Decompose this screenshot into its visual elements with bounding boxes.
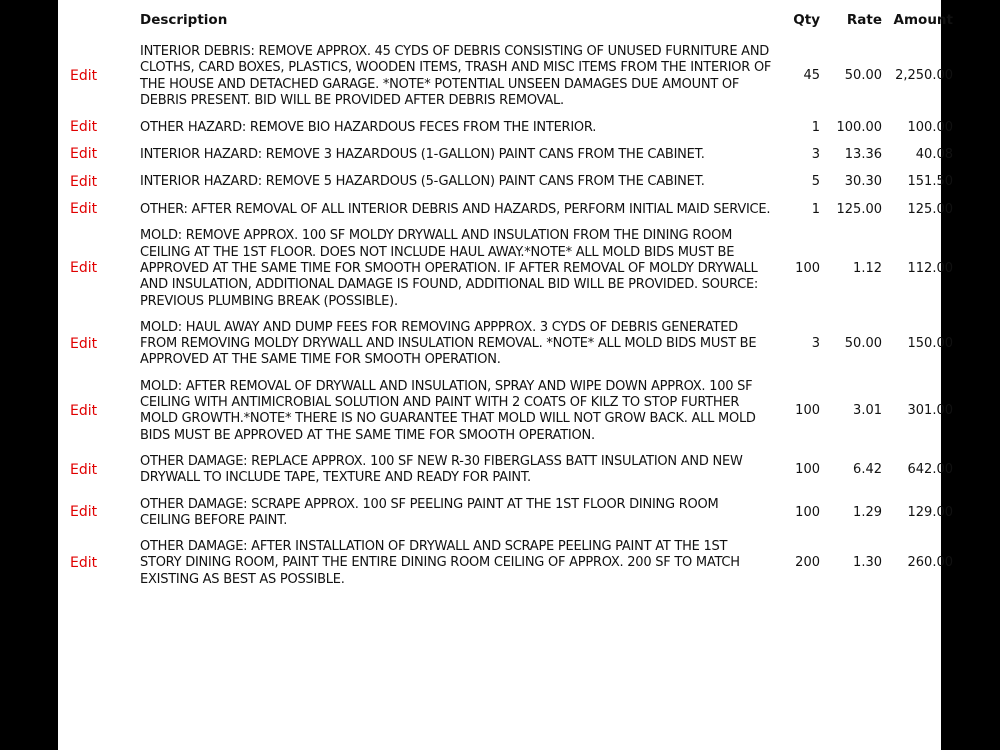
edit-cell (58, 115, 128, 142)
table-row (58, 224, 953, 315)
table-row (58, 316, 953, 375)
edit-link[interactable]: Edit (70, 260, 98, 277)
edit-link[interactable]: Edit (70, 201, 98, 218)
description-cell: OTHER HAZARD: REMOVE BIO HAZARDOUS FECES FROM THE INTERIOR. (140, 119, 597, 135)
edit-link[interactable]: Edit (70, 402, 98, 419)
amount-cell: 40.08 (915, 146, 953, 162)
amount-cell: 301.00 (907, 403, 953, 419)
qty-cell: 3 (811, 146, 820, 162)
edit-cell (58, 493, 128, 536)
amount-cell: 2,250.00 (895, 68, 953, 84)
amount-cell: 112.00 (907, 260, 953, 276)
qty-cell: 3 (811, 336, 820, 352)
amount-cell: 129.00 (907, 504, 953, 520)
rate-cell: 50.00 (844, 68, 882, 84)
qty-cell: 1 (811, 201, 820, 217)
amount-cell: 260.00 (907, 555, 953, 571)
edit-link[interactable]: Edit (70, 504, 98, 521)
table-row (58, 40, 953, 115)
rate-cell: 30.30 (844, 174, 882, 190)
table-row (58, 450, 953, 493)
amount-cell: 150.00 (907, 336, 953, 352)
edit-cell (58, 142, 128, 169)
table-row (58, 142, 953, 169)
qty-cell: 100 (795, 260, 820, 276)
rate-cell: 1.12 (853, 260, 882, 276)
rate-cell: 13.36 (844, 146, 882, 162)
amount-column-header: Amount (893, 12, 953, 28)
table-row (58, 535, 953, 594)
edit-link[interactable]: Edit (70, 119, 98, 136)
table-row (58, 197, 953, 224)
qty-cell: 100 (795, 462, 820, 478)
edit-link[interactable]: Edit (70, 146, 98, 163)
description-cell: MOLD: HAUL AWAY AND DUMP FEES FOR REMOVING APPPROX. 3 CYDS OF DEBRIS GENERATED FROM REMOVING MOLDY DRYWALL AND INSULATION REMOVAL. *NOTE* ALL MOLD BIDS MUST BE APPROVED AT THE SAME TIME FOR SMOOTH OPERATION. (140, 319, 757, 368)
rate-cell: 50.00 (844, 336, 882, 352)
edit-link[interactable]: Edit (70, 67, 98, 84)
bid-items-table (58, 0, 953, 594)
edit-cell (58, 535, 128, 594)
edit-link[interactable]: Edit (70, 173, 98, 190)
table-row (58, 115, 953, 142)
edit-cell (58, 224, 128, 315)
table-row (58, 375, 953, 450)
qty-column-header: Qty (793, 12, 820, 28)
edit-cell (58, 450, 128, 493)
edit-link[interactable]: Edit (70, 461, 98, 478)
description-cell: INTERIOR DEBRIS: REMOVE APPROX. 45 CYDS OF DEBRIS CONSISTING OF UNUSED FURNITURE AND CLOTHS, CARD BOXES, PLASTICS, WOODEN ITEMS, TRASH AND MISC ITEMS FROM THE INTERIOR OF THE HOUSE AND DETACHED GARAGE. *NOTE* POTENTIAL UNSEEN DAMAGES DUE AMOUNT OF DEBRIS PRESENT. BID WILL BE PROVIDED AFTER DEBRIS REMOVAL. (140, 44, 772, 108)
qty-cell: 100 (795, 403, 820, 419)
edit-cell (58, 375, 128, 450)
edit-cell (58, 197, 128, 224)
description-cell: OTHER DAMAGE: AFTER INSTALLATION OF DRYWALL AND SCRAPE PEELING PAINT AT THE 1ST STORY DINING ROOM, PAINT THE ENTIRE DINING ROOM CEILING OF APPROX. 200 SF TO MATCH EXISTING AS BEST AS POSSIBLE. (140, 539, 740, 587)
qty-cell: 1 (811, 119, 820, 135)
qty-cell: 100 (795, 504, 820, 520)
description-cell: OTHER DAMAGE: SCRAPE APPROX. 100 SF PEELING PAINT AT THE 1ST FLOOR DINING ROOM CEILING BEFORE PAINT. (140, 496, 719, 528)
qty-cell: 45 (803, 68, 820, 84)
bid-items-panel (58, 0, 953, 750)
edit-cell (58, 40, 128, 115)
rate-cell: 3.01 (853, 403, 882, 419)
description-cell: OTHER: AFTER REMOVAL OF ALL INTERIOR DEBRIS AND HAZARDS, PERFORM INITIAL MAID SERVICE. (140, 201, 771, 217)
description-column-header: Description (140, 12, 228, 28)
table-header-row (58, 0, 953, 40)
rate-column-header: Rate (846, 12, 882, 28)
description-cell: OTHER DAMAGE: REPLACE APPROX. 100 SF NEW R-30 FIBERGLASS BATT INSULATION AND NEW DRYWALL TO INCLUDE TAPE, TEXTURE AND READY FOR PAINT. (140, 453, 743, 486)
rate-cell: 1.30 (853, 555, 882, 571)
amount-cell: 151.50 (907, 174, 953, 190)
qty-cell: 5 (811, 174, 820, 190)
description-cell: INTERIOR HAZARD: REMOVE 5 HAZARDOUS (5-GALLON) PAINT CANS FROM THE CABINET. (140, 174, 705, 190)
qty-cell: 200 (795, 555, 820, 571)
amount-cell: 642.00 (907, 462, 953, 478)
rate-cell: 6.42 (853, 462, 882, 478)
description-cell: MOLD: AFTER REMOVAL OF DRYWALL AND INSULATION, SPRAY AND WIPE DOWN APPROX. 100 SF CEILING WITH ANTIMICROBIAL SOLUTION AND PAINT WITH 2 COATS OF KILZ TO STOP FURTHER MOLD GROWTH.*NOTE* THERE IS NO GUARANTEE THAT MOLD WILL NOT GROW BACK. ALL MOLD BIDS MUST BE APPROVED AT THE SAME TIME FOR SMOOTH OPERATION. (140, 378, 756, 443)
table-body (58, 40, 953, 594)
table-row (58, 170, 953, 197)
rate-cell: 100.00 (836, 119, 882, 135)
rate-cell: 1.29 (853, 504, 882, 520)
edit-cell (58, 170, 128, 197)
edit-cell (58, 316, 128, 375)
amount-cell: 100.00 (907, 119, 953, 135)
table-row (58, 493, 953, 536)
description-cell: INTERIOR HAZARD: REMOVE 3 HAZARDOUS (1-GALLON) PAINT CANS FROM THE CABINET. (140, 146, 705, 162)
amount-cell: 125.00 (907, 201, 953, 217)
edit-link[interactable]: Edit (70, 554, 98, 571)
edit-link[interactable]: Edit (70, 335, 98, 352)
description-cell: MOLD: REMOVE APPROX. 100 SF MOLDY DRYWALL AND INSULATION FROM THE DINING ROOM CEILING AT THE 1ST FLOOR. DOES NOT INCLUDE HAUL AWAY.*NOTE* ALL MOLD BIDS MUST BE APPROVED AT THE SAME TIME FOR SMOOTH OPERATION. IF AFTER REMOVAL OF MOLDY DRYWALL AND INSULATION, ADDITIONAL DAMAGE IS FOUND, ADDITIONAL BID WILL BE PROVIDED. SOURCE: PREVIOUS PLUMBING BREAK (POSSIBLE). (140, 228, 759, 309)
rate-cell: 125.00 (836, 201, 882, 217)
edit-column-header (58, 0, 128, 40)
